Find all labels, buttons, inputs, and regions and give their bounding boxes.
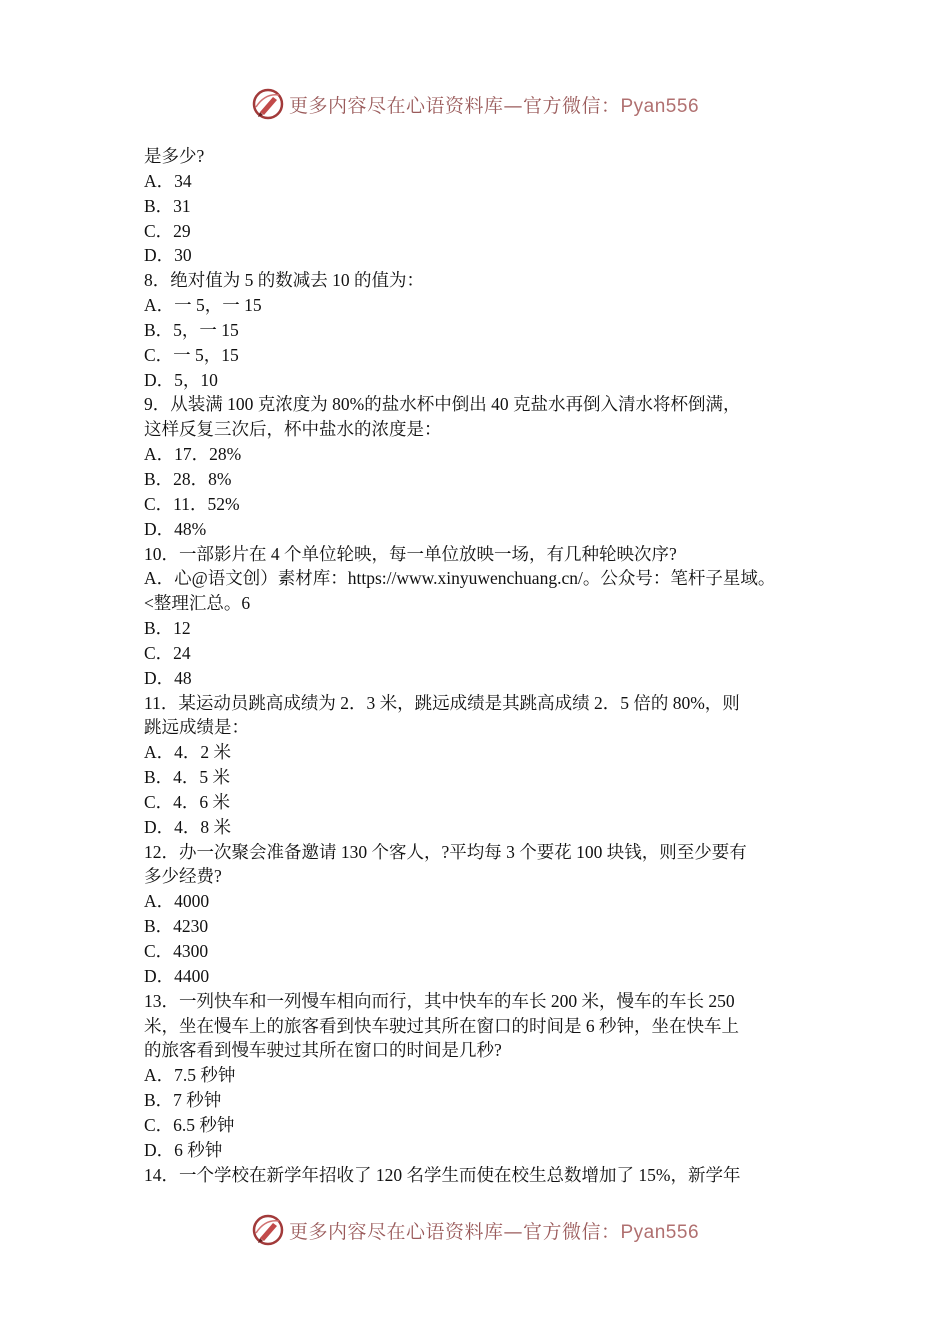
text-line: C．一 5，15	[144, 344, 239, 365]
footer-wechat-id: Pyan556	[620, 1221, 700, 1243]
text-line: D．6 秒钟	[144, 1139, 223, 1160]
text-line: 9．从装满 100 克浓度为 80%的盐水杯中倒出 40 克盐水再倒入清水将杯倒满，	[144, 394, 741, 415]
text-line: B．12	[144, 618, 191, 639]
text-line: 12．办一次聚会准备邀请 130 个客人，?平均每 3 个要花 100 块钱，则至少要有	[144, 841, 747, 862]
text-line: A．34	[144, 170, 192, 191]
text-line: C．4300	[144, 941, 209, 961]
text-line: B．28．8%	[144, 468, 232, 489]
text-line: B．4．5 米	[144, 767, 231, 788]
footer-banner	[0, 1210, 950, 1250]
text-line: B．7 秒钟	[144, 1090, 222, 1111]
text-line: 10．一部影片在 4 个单位轮映，每一单位放映一场，有几种轮映次序?	[144, 543, 677, 564]
header-wechat-id: Pyan556	[620, 95, 700, 117]
text-line: C．29	[144, 220, 191, 241]
text-line: C．6.5 秒钟	[144, 1114, 235, 1135]
text-line: C．24	[144, 642, 191, 663]
text-line: A．17．28%	[144, 444, 242, 465]
header-banner-text: 更多内容尽在心语资料库—官方微信：Pyan556	[288, 94, 700, 117]
text-line: C．4．6 米	[144, 791, 231, 812]
text-line: D．4400	[144, 965, 210, 986]
text-line: A．4000	[144, 891, 210, 912]
text-line: B．31	[144, 195, 191, 216]
pen-logo-icon	[251, 1213, 285, 1247]
text-line: D．48	[144, 667, 192, 688]
text-line: D．30	[144, 245, 192, 266]
text-line: 是多少?	[144, 146, 205, 166]
text-line: D．48%	[144, 518, 207, 539]
text-line: B．5，一 15	[144, 319, 239, 340]
text-line: A．心@语文创）素材库：https://www.xinyuwenchuang.cn/。公众号：笔杆子星域。	[144, 568, 776, 589]
text-line: 的旅客看到慢车驶过其所在窗口的时间是几秒?	[144, 1040, 502, 1061]
text-line: C．11．52%	[144, 493, 240, 514]
header-banner	[0, 84, 950, 124]
text-line: 8．绝对值为 5 的数减去 10 的值为：	[144, 270, 424, 291]
text-line: A．7.5 秒钟	[144, 1065, 236, 1086]
text-line: 13．一列快车和一列慢车相向而行，其中快车的车长 200 米，慢车的车长 250	[144, 990, 735, 1011]
text-line: 11．某运动员跳高成绩为 2．3 米，跳远成绩是其跳高成绩 2．5 倍的 80%，则	[144, 692, 740, 713]
text-line: D．4．8 米	[144, 816, 232, 837]
text-line: <整理汇总。6	[144, 593, 251, 614]
text-line: 米，坐在慢车上的旅客看到快车驶过其所在窗口的时间是 6 秒钟，坐在快车上	[144, 1015, 739, 1036]
text-line: 多少经费?	[144, 866, 222, 887]
document-body	[144, 144, 810, 1187]
text-line: A．一 5，一 15	[144, 295, 262, 316]
text-line: D．5，10	[144, 369, 218, 390]
text-line: B．4230	[144, 916, 209, 937]
text-line: 跳远成绩是：	[144, 717, 249, 738]
text-line: A．4．2 米	[144, 742, 232, 763]
footer-banner-text: 更多内容尽在心语资料库—官方微信：Pyan556	[288, 1220, 700, 1243]
pen-logo-icon	[251, 87, 285, 121]
text-line: 这样反复三次后，杯中盐水的浓度是：	[144, 419, 442, 440]
text-line: 14．一个学校在新学年招收了 120 名学生而使在校生总数增加了 15%，新学年	[144, 1164, 741, 1185]
